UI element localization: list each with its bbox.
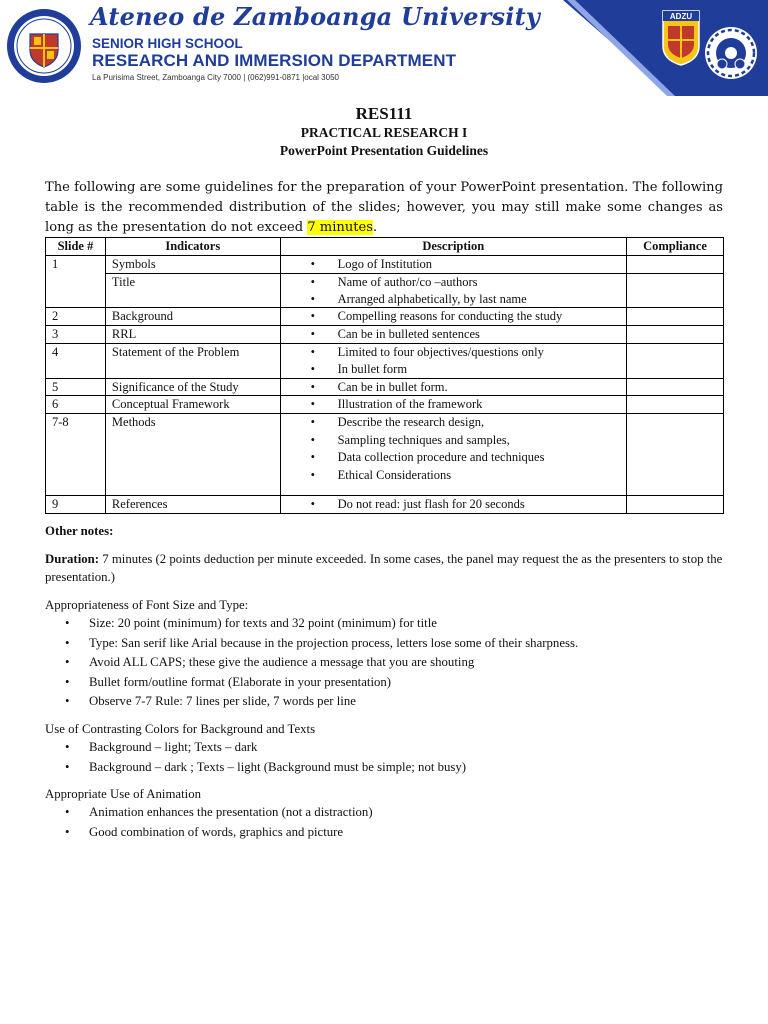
compliance-cell[interactable] [627, 378, 724, 396]
table-row [46, 273, 724, 308]
list-item: • Size: 20 point (minimum) for texts and 32 point (minimum) for title [65, 614, 723, 634]
indicator: Conceptual Framework [105, 396, 280, 414]
table-row [46, 378, 724, 396]
compliance-cell[interactable] [627, 414, 724, 496]
slide-number: 3 [46, 326, 106, 344]
section-title: Use of Contrasting Colors for Background and Texts [45, 721, 316, 736]
description-item: • Ethical Considerations [311, 467, 620, 485]
list-item: • Good combination of words, graphics and picture [65, 823, 723, 843]
compliance-cell[interactable] [627, 496, 724, 514]
description-item: • Can be in bulleted sentences [311, 326, 620, 343]
compliance-cell[interactable] [627, 273, 724, 308]
list-item: • Animation enhances the presentation (not a distraction) [65, 803, 723, 823]
intro-end: . [373, 220, 378, 235]
description [280, 496, 626, 514]
description [280, 273, 626, 308]
table-row [46, 343, 724, 378]
slide-number: 5 [46, 378, 106, 396]
department-name: RESEARCH AND IMMERSION DEPARTMENT [92, 51, 457, 70]
list-item: • Observe 7-7 Rule: 7 lines per slide, 7 words per line [65, 692, 723, 712]
course-code: RES111 [355, 104, 413, 123]
header-slide-number: Slide # [46, 238, 106, 256]
color-guidelines-list [65, 738, 723, 777]
slide-number: 1 [46, 256, 106, 308]
slide-number: 6 [46, 396, 106, 414]
list-item: • Background – light; Texts – dark [65, 738, 723, 758]
compliance-cell[interactable] [627, 256, 724, 274]
table-row [46, 414, 724, 496]
slide-number: 4 [46, 343, 106, 378]
description-item: • Arranged alphabetically, by last name [311, 291, 620, 308]
section-title: Appropriate Use of Animation [45, 787, 202, 802]
subject-title: PRACTICAL RESEARCH I [300, 125, 468, 140]
description [280, 378, 626, 396]
duration-note [45, 550, 723, 586]
table-header-row [46, 238, 724, 256]
description [280, 343, 626, 378]
description-item: • Illustration of the framework [311, 396, 620, 413]
slide-distribution-table [45, 237, 724, 514]
table-row [46, 256, 724, 274]
compliance-cell[interactable] [627, 396, 724, 414]
indicator: Methods [105, 414, 280, 496]
description-item: • Name of author/co –authors [311, 274, 620, 291]
animation-guidelines-list [65, 803, 723, 842]
description-item: • In bullet form [311, 361, 620, 378]
description-item: • Limited to four objectives/questions only [311, 344, 620, 361]
description-item: • Can be in bullet form. [311, 379, 620, 396]
intro-paragraph [45, 178, 723, 238]
description-item: • Data collection procedure and techniques [311, 449, 620, 467]
description-item: • Sampling techniques and samples, [311, 432, 620, 450]
table-row [46, 396, 724, 414]
highlighted-time-limit: 7 minutes [307, 220, 374, 235]
description [280, 308, 626, 326]
description-item: • Describe the research design, [311, 414, 620, 432]
letterhead [0, 0, 768, 98]
university-name: Ateneo de Zamboanga University [90, 2, 540, 31]
description [280, 326, 626, 344]
table-row [46, 308, 724, 326]
font-guidelines-list [65, 614, 723, 712]
list-item: • Background – dark ; Texts – light (Background must be simple; not busy) [65, 758, 723, 778]
header-compliance: Compliance [627, 238, 724, 256]
slide-number: 7-8 [46, 414, 106, 496]
description [280, 414, 626, 496]
notes-heading: Other notes: [45, 524, 114, 538]
indicator: Symbols [105, 256, 280, 274]
description-item: • Do not read: just flash for 20 seconds [311, 496, 620, 513]
compliance-cell[interactable] [627, 308, 724, 326]
indicator: Statement of the Problem [105, 343, 280, 378]
indicator: Significance of the Study [105, 378, 280, 396]
indicator: RRL [105, 326, 280, 344]
duration-label: Duration: [45, 552, 100, 566]
table-row [46, 326, 724, 344]
adzu-badge-text: ADZU [669, 12, 693, 21]
list-item: • Bullet form/outline format (Elaborate in your presentation) [65, 673, 723, 693]
list-item: • Avoid ALL CAPS; these give the audience a message that you are shouting [65, 653, 723, 673]
indicator: Background [105, 308, 280, 326]
slide-number: 2 [46, 308, 106, 326]
description [280, 396, 626, 414]
adzu-shield-logo [662, 10, 700, 66]
table-row [46, 496, 724, 514]
slide-number: 9 [46, 496, 106, 514]
address-line: La Purisima Street, Zamboanga City 7000 | (062)991-0871 |ocal 3050 [92, 73, 339, 82]
compliance-cell[interactable] [627, 343, 724, 378]
indicator: Title [105, 273, 280, 308]
intro-text: The following are some guidelines for the preparation of your PowerPoint presentation. The following table is the recommended distribution of the slides; however, you may still make some changes as long as the presentation do not exceed [45, 180, 723, 235]
duration-text: 7 minutes (2 points deduction per minute exceeded. In some cases, the panel may request the as the presenters to stop the presentation.) [45, 552, 723, 584]
description-item: • Logo of Institution [311, 256, 620, 273]
compliance-cell[interactable] [627, 326, 724, 344]
other-notes [45, 522, 723, 842]
list-item: • Type: San serif like Arial because in the projection process, letters lose some of their sharpness. [65, 634, 723, 654]
section-title: Appropriateness of Font Size and Type: [45, 598, 249, 612]
indicator: References [105, 496, 280, 514]
description [280, 256, 626, 274]
header-indicators: Indicators [105, 238, 280, 256]
shs-gear-logo [704, 26, 758, 80]
document-title-block [0, 104, 768, 160]
university-seal-logo [6, 8, 82, 84]
document-title: PowerPoint Presentation Guidelines [279, 143, 489, 158]
description-item: • Compelling reasons for conducting the study [311, 308, 620, 325]
school-name: SENIOR HIGH SCHOOL [92, 36, 243, 51]
header-description: Description [280, 238, 626, 256]
